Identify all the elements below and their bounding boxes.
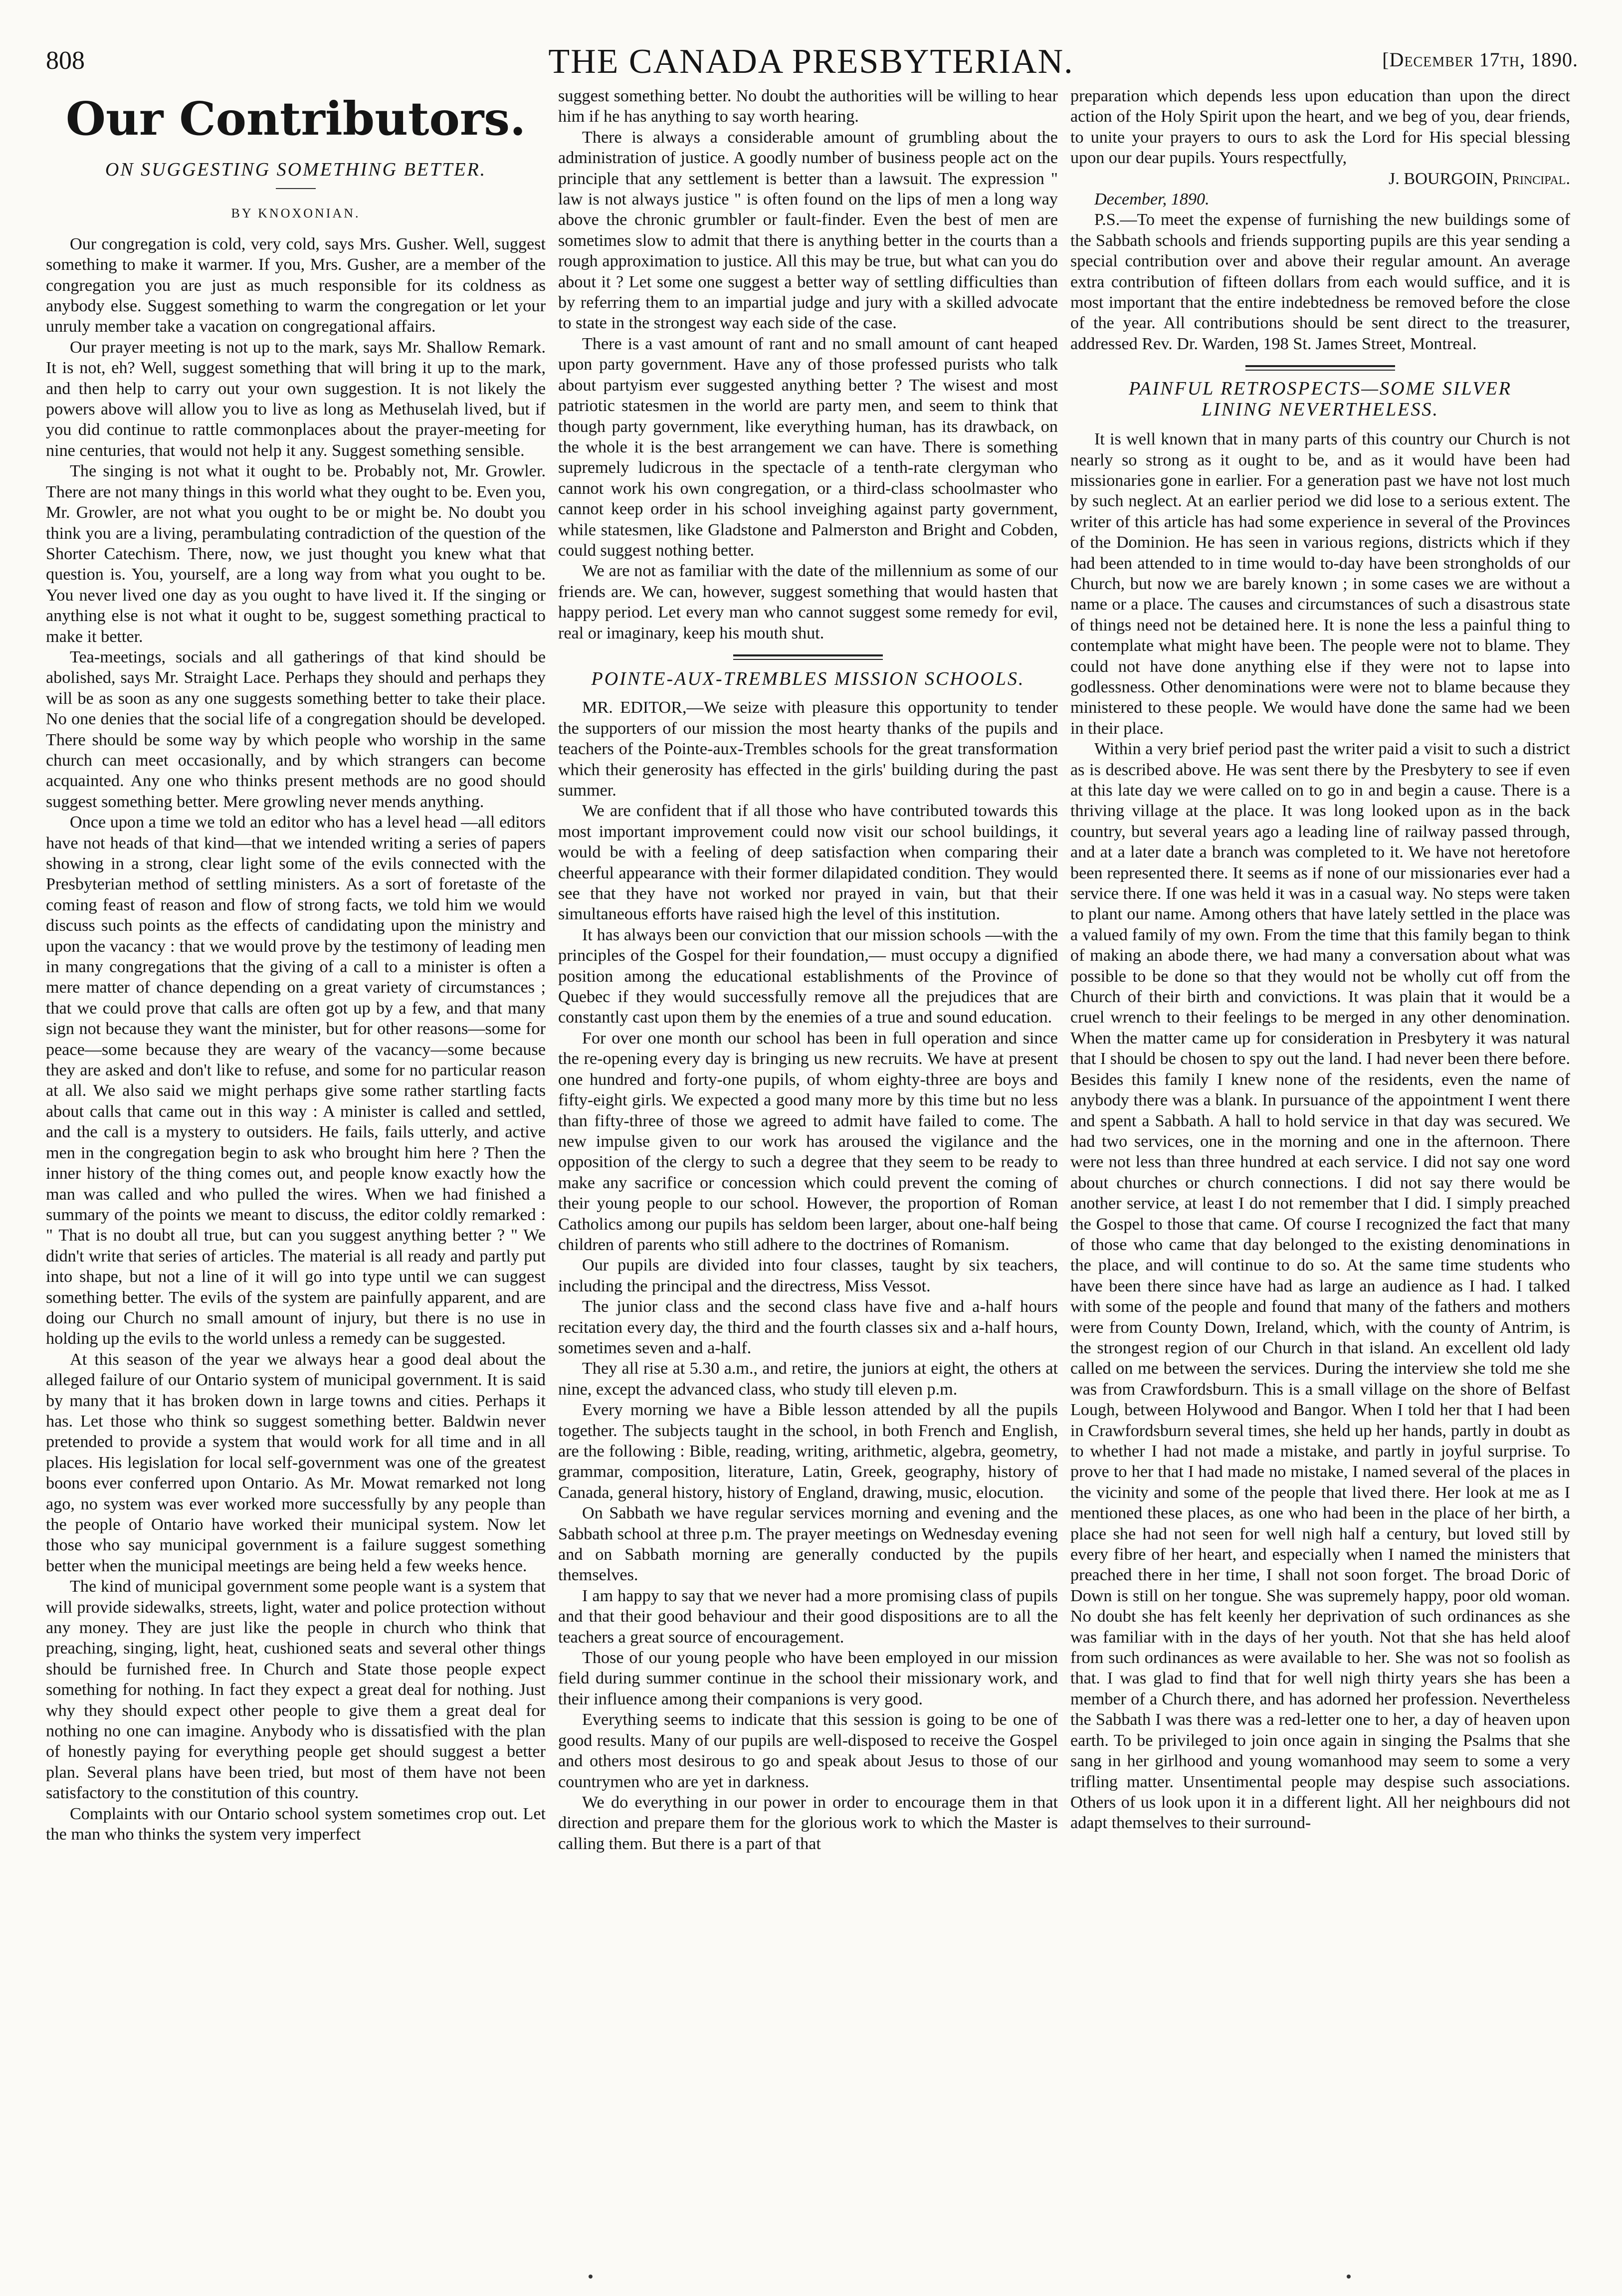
paragraph: Our congregation is cold, very cold, says Mrs. Gusher. Well, suggest something to make it warmer. If you, Mrs. Gusher, are a member of the congregation you are just as much responsible for its coldness as anybody else. Suggest something to warm the congregation or let your unruly member take a vacation on congregational affairs. (46, 234, 546, 336)
paragraph: Every morning we have a Bible lesson attended by all the pupils together. The subjects taught in the school, in both French and English, are the following : Bible, reading, writing, arithmetic, algebra, geometry, grammar, composition, literature, Latin, Greek, geography, history of Canada, general history, history of England, drawing, music, elocution. (558, 1401, 1058, 1502)
article-1-title: ON SUGGESTING SOMETHING BETTER. (105, 159, 487, 180)
paragraph: There is always a considerable amount of grumbling about the administration of justice. A goodly number of business people act on the principle that any settlement is better than a lawsuit. The expression " law is not always justice " is often found on the lips of men a long way above the chronic grumbler or fault-finder. Even the best of men are sometimes slow to admit that there is anything better in the courts than a rough approximation to justice. All this may be true, but what can you do about it ? Let some one suggest a better way of settling difficulties than by referring them to an impartial judge and jury with a skilled advocate to state in the strongest way each side of the case. (558, 128, 1058, 333)
paragraph: Once upon a time we told an editor who has a level head —all editors have not heads of that kind—that we intended writing a series of papers showing in a strong, clear light some of the evils connected with the Presbyterian method of settling ministers. As a sort of foretaste of the coming feast of reason and flow of strong facts, we told him we would discuss such points as the effects of candidating upon the ministry and upon the vacancy : that we would prove by the testimony of leading men in many congregations that the giving of a call to a minister is often a mere matter of chance depending on a great variety of circumstances ; that we could prove that calls are often got up by a few, and that many sign not because they want the minister, but for other reasons—some for peace—some because they are weary of the vacancy—some because they are asked and don't like to refuse, and some for no particular reason at all. We also said we might perhaps give some rather startling facts about calls that came out in this way : A minister is called and settled, and the call is a mystery to outsiders. He fails, fails utterly, and active men in the congregation begin to ask who brought him here ? Then the inner history of the thing comes out, and people know exactly how the man was called and who pulled the wires. When we had finished a summary of the points we meant to discuss, the editor coldly remarked : " That is no doubt all true, but can you suggest anything better ? " We didn't write that series of articles. The material is all ready and partly put into shape, but not a line of it will go into type until we can suggest something better. The evils of the system are painfully apparent, and are doing our Church no small amount of injury, but there is no use in holding up the evils to the world unless a remedy can be suggested. (46, 813, 546, 1348)
paragraph: suggest something better. No doubt the authorities will be willing to hear him if he has anything to say worth hearing. (558, 87, 1058, 126)
paragraph: The junior class and the second class have five and a-half hours recitation every day, the third and the fourth classes six and a-half hours, sometimes seven and a-half. (558, 1297, 1058, 1357)
column-2 (558, 86, 1058, 2281)
paragraph: On Sabbath we have regular services morning and evening and the Sabbath school at three p.m. The prayer meetings on Wednesday evening and on Sabbath morning are generally conducted by the pupils themselves. (558, 1504, 1058, 1585)
paragraph: We do everything in our power in order to encourage them in that direction and prepare them for the glorious work to which the Master is calling them. But there is a part of that (558, 1793, 1058, 1853)
page-number: 808 (46, 46, 85, 75)
paragraph: It is well known that in many parts of this country our Church is not nearly so strong as it ought to be, and as it would have been had missionaries gone in earlier. For a generation past we have not lost much by such neglect. At an earlier period we did lose to a serious extent. The writer of this article has had some experience in several of the Provinces of the Dominion. He has seen in various regions, districts which if they had been attended to in time would to-day have been strongholds of our Church, but now we are barely known ; in some cases we are without a name or a place. The causes and circumstances of such a disastrous state of things need not be detained here. It is none the less a painful thing to contemplate what might have been. The people were not to blame. They could not have done anything else if they were not to lapse into godlessness. Other denominations were were not to blame because they ministered to these people. We would have done the same had we been in their place. (1070, 430, 1570, 738)
paragraph: For over one month our school has been in full operation and since the re-opening every day is bringing us new recruits. We have at present one hundred and forty-one pupils, of whom eighty-three are boys and fifty-eight girls. We expected a good many more by this time but no less than fifty-three of those we agreed to admit have failed to come. The new impulse given to our work has aroused the vigilance and the opposition of the clergy to such a degree that they seem to be ready to make any sacrifice or concession which could prevent the coming of their young people to our school. However, the proportion of Roman Catholics among our pupils has seldom been larger, about one-half being children of parents who still adhere to the doctrines of Romanism. (558, 1029, 1058, 1254)
paragraph: They all rise at 5.30 a.m., and retire, the juniors at eight, the others at nine, except the advanced class, who study till eleven p.m. (558, 1359, 1058, 1399)
paragraph: Our prayer meeting is not up to the mark, says Mr. Shallow Remark. It is not, eh? Well, suggest something that will bring it up to the mark, and then help to carry out your own suggestion. It is not likely the powers above will allow you to live as long as Methuselah lived, but if you did continue to rattle commonplaces about the prayer-meeting for nine centuries, that would not help it any. Suggest something sensible. (46, 338, 546, 460)
paragraph: We are not as familiar with the date of the millennium as some of our friends are. We can, however, suggest something that would hasten that happy period. Let every man who cannot suggest some remedy for evil, real or imaginary, keep his mouth shut. (558, 562, 1058, 642)
postscript: P.S.—To meet the expense of furnishing the new buildings some of the Sabbath schools and friends supporting pupils are this year sending a special contribution over and above their regular amount. An average extra contribution of fifteen dollars from each would suffice, and it is most important that the entire indebtedness be removed before the close of the year. All contributions should be sent direct to the treasurer, addressed Rev. Dr. Warden, 198 St. James Street, Montreal. (1070, 210, 1570, 353)
paragraph: We are confident that if all those who have contributed towards this most important improvement could now visit our school buildings, it would be with a feeling of deep satisfaction when comparing their cheerful appearance with their former dilapidated condition. They would see that they have not worked nor prayed in vain, but that their simultaneous efforts have raised high the level of this institution. (558, 802, 1058, 924)
signature: J. BOURGOIN, Principal. (1389, 169, 1570, 188)
paragraph: The kind of municipal government some people want is a system that will provide sidewalks, streets, light, water and police protection without any money. They are just like the people in church who think that preaching, singing, light, heat, cushioned seats and several other things should be furnished free. In Church and State those people expect something for nothing. In fact they expect a great deal for nothing. Just why they should expect other people to give them a great deal for nothing no one can imagine. Anybody who is dissatisfied with the plan of honestly paying for everything people get should suggest a better plan. Several plans have been tried, but most of them have not been satisfactory to the constitution of this country. (46, 1577, 546, 1803)
paragraph: Within a very brief period past the writer paid a visit to such a district as is described above. He was sent there by the Presbytery to see if even at this late day we were called on to go in and begin a cause. There is a thriving village at the place. It was long looked upon as in the back country, but several years ago a leading line of railway passed through, and at a later date a branch was completed to it. We have not heretofore been represented there. It seems as if none of our missionaries ever had a service there. If one was held it was in a casual way. No steps were taken to plant our name. Among others that have lately settled in the place was a valued family of my own. From the time that this family began to think of making an abode there, we had many a conversation about what was possible to be done so that they would not be wholly cut off from the Church of their birth and convictions. It was plain that it would be a cruel wrench to their feelings to be merged in any other denomination. When the matter came up for consideration in Presbytery it was natural that I should be chosen to spy out the land. I had never been there before. Besides this family I knew none of the residents, even the name of anybody there was a blank. In pursuance of the appointment I went there and spent a Sabbath. A hall to hold service in that day was secured. We had two services, one in the morning and one in the afternoon. There were not less than three hundred at each service. I did not say one word about churches or church connections. I did not say there would be another service, at least I do not remember that I did. I simply preached the Gospel to those that came. Of course I recognized the fact that many of those who came that day belonged to the existing denominations in the place, and will continue to do so. At the same time students who have been there since have had as large an audience as I had. I talked with some of the people and found that many of the fathers and mothers were from County Down, Ireland, which, with the county of Antrim, is the strongest region of our Church in that island. An excellent old lady called on me between the services. During the interview she told me she was from Crawfordsburn. This is a small village on the shore of Belfast Lough, between Holywood and Bangor. When I told her that I had been in Crawfordsburn several times, she held up her hands, partly in doubt as to whether I had not made a mistake, and partly in joyful surprise. To prove to her that I had made no mistake, I named several of the places in the vicinity and some of the people that lived there. Her look at me as I mentioned these places, as one who had been in the place of her birth, a place she had not seen for well nigh half a century, but loved still by every fibre of her heart, and especially when I named the ministers that preached there in her time, I shall not soon forget. The broad Doric of Down is still on her tongue. She was supremely happy, poor old woman. No doubt she has felt keenly her deprivation of such ordinances as she was familiar with in the days of her youth. Not that she has held aloof from such ordinances as were available to her. She was not so foolish as that. I was glad to find that for well nigh thirty years she has been a member of a Church there, and has adorned her profession. Nevertheless the Sabbath I was there was a red-letter one to her, a day of heaven upon earth. To be privileged to join once again in singing the Psalms that she sang in her girlhood and young womanhood may seem to some a very trifling matter. Unsentimental people may despise such associations. Others of us look upon it in a different light. All her neighbours did not adapt themselves to their surround- (1070, 740, 1570, 1833)
paragraph: Everything seems to indicate that this session is going to be one of good results. Many of our pupils are well-disposed to receive the Gospel and others most desirous to go and speak about Jesus to those of our countrymen who are yet in darkness. (558, 1710, 1058, 1791)
paragraph: Complaints with our Ontario school system sometimes crop out. Let the man who thinks the system very imperfect (46, 1804, 546, 1844)
divider (1245, 365, 1395, 371)
paragraph: Those of our young people who have been employed in our mission field during summer continue in the school their missionary work, and their influence among their companions is very good. (558, 1649, 1058, 1708)
article-2-title: POINTE-AUX-TREMBLES MISSION SCHOOLS. (591, 668, 1025, 689)
issue-date: [December 17th, 1890. (1382, 48, 1578, 71)
column-3 (1070, 86, 1570, 2281)
paragraph: At this season of the year we always hear a good deal about the alleged failure of our Ontario system of municipal government. It is said by many that it has broken down in large towns and cities. Perhaps it has. Let those who think so suggest something better. Baldwin never pretended to provide a system that would work for all time and in all places. His legislation for local self-government was one of the greatest boons ever conferred upon Ontario. As Mr. Mowat remarked not long ago, no system was ever worked more successfully by any people than the people of Ontario have worked their municipal system. Now let those who say municipal government is a failure suggest something better when the municipal meetings are being held a few weeks hence. (46, 1350, 546, 1575)
article-3-title-line-1: PAINFUL RETROSPECTS—SOME SILVER (1129, 378, 1512, 400)
paragraph: The singing is not what it ought to be. Probably not, Mr. Growler. There are not many things in this world what they ought to be. Even you, Mr. Growler, are not what you ought to be or might be. No doubt you think you are a living, perambulating contradiction of the question of the Shorter Catechism. There, now, we just thought you knew what that question is. You, yourself, are a long way from what you ought to be. You never lived one day as you ought to have lived it. If the singing or anything else is not what it ought to be, suggest something practical to make it better. (46, 462, 546, 646)
masthead-title: THE CANADA PRESBYTERIAN. (548, 42, 1074, 81)
paragraph: preparation which depends less upon education than upon the direct action of the Holy Spirit upon the heart, and we beg of you, dear friends, to unite your prayers to ours to ask the Lord for His special blessing upon our dear pupils. Yours respectfully, (1070, 87, 1570, 168)
article-3-title-line-2: LINING NEVERTHELESS. (1202, 399, 1439, 420)
paragraph: I am happy to say that we never had a more promising class of pupils and that their good behaviour and their good dispositions are to all the teachers a great source of encouragement. (558, 1586, 1058, 1647)
column-1 (46, 86, 546, 2281)
paragraph: There is a vast amount of rant and no small amount of cant heaped upon party government. Have any of those professed purists who talk about partyism ever suggested anything better ? The wisest and most patriotic statesmen in the world are party men, and seem to think that though party government, like everything human, has its drawback, on the whole it is the best arrangement we can have. There is something supremely ludicrous in the spectacle of a tenth-rate clergyman who cannot work his own congregation, or a third-class schoolmaster who cannot keep order in his school inveighing against party government, while statesmen, like Gladstone and Palmerston and Bright and Cobden, could suggest nothing better. (558, 334, 1058, 560)
divider (276, 188, 316, 189)
paragraph: It has always been our conviction that our mission schools —with the principles of the Gospel for their foundation,— must occupy a dignified position among the educational establishments of the Province of Quebec if they would successfully remove all the prejudices that are constantly cast upon them by the enemies of a true and sound education. (558, 925, 1058, 1027)
print-mark (589, 2275, 593, 2279)
print-mark (1347, 2275, 1351, 2279)
paragraph: Our pupils are divided into four classes, taught by six teachers, including the principal and the directress, Miss Vessot. (558, 1256, 1058, 1295)
paragraph: Tea-meetings, socials and all gatherings of that kind should be abolished, says Mr. Straight Lace. Perhaps they should and perhaps they will be as soon as any one suggests something better to take their place. No one denies that the social life of a congregation should be developed. There should be some way by which people who worship in the same church can meet occasionally, and by which strangers can become acquainted. Any one who thinks present methods are no good should suggest something better. Mere growling never mends anything. (46, 647, 546, 811)
page-header (0, 0, 1622, 81)
signature-date: December, 1890. (1094, 190, 1210, 209)
section-title: Our Contributors. (65, 92, 526, 146)
paragraph: MR. EDITOR,—We seize with pleasure this opportunity to tender the supporters of our mission the most hearty thanks of the pupils and teachers of the Pointe-aux-Trembles schools for the great transformation which their generosity has effected in the girls' building during the past summer. (558, 698, 1058, 800)
article-1-byline: BY KNOXONIAN. (231, 206, 361, 221)
divider (733, 654, 883, 660)
